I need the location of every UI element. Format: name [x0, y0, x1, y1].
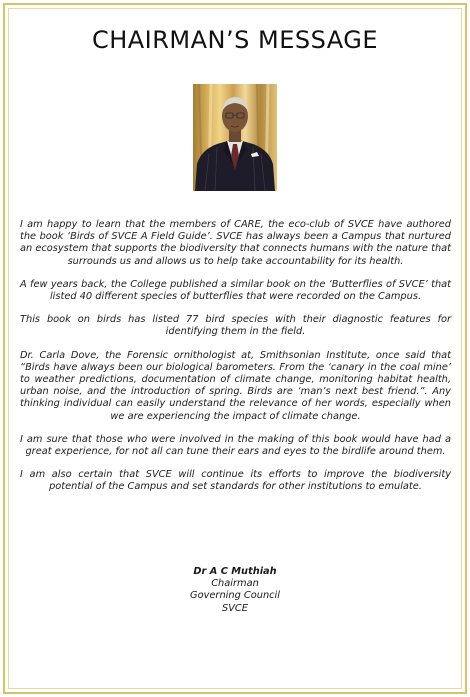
paragraph-6: I am also certain that SVCE will continue its efforts to improve the biodiversity potential of the Campus and set standards for other institutions to emulate.	[20, 469, 451, 493]
paragraph-4: Dr. Carla Dove, the Forensic ornithologist at, Smithsonian Institute, once said that “Birds have always been our biological barometers. From the ‘canary in the coal mine’ to weather predictions, documentation of climate change, monitoring habitat health, urban noise, and the introduction of spring. Birds are ‘man’s next best friend.”. Any thinking individual can easily understand the relevance of her words, especially when we are experiencing the impact of climate change.	[20, 349, 451, 422]
signatory-title: Chairman	[211, 578, 259, 590]
paragraph-2: A few years back, the College published a similar book on the ‘Butterflies of SVCE’ that listed 40 different species of butterflies that were recorded on the Campus.	[20, 278, 451, 303]
paragraph-3: This book on birds has listed 77 bird species with their diagnostic features for identifying them in the field.	[20, 314, 451, 338]
signatory-org: SVCE	[222, 602, 248, 614]
signature-block	[0, 566, 470, 615]
signatory-body: Governing Council	[190, 590, 280, 602]
chairman-portrait	[193, 84, 277, 191]
message-body	[20, 219, 451, 505]
paragraph-1: I am happy to learn that the members of CARE, the eco-club of SVCE have authored the book ‘Birds of SVCE A Field Guide’. SVCE has always been a Campus that nurtured an ecosystem that supports the biodiversity that connects humans with the nature that surrounds us and allows us to help take accountability for its health.	[20, 219, 451, 267]
paragraph-5: I am sure that those who were involved in the making of this book would have had a great experience, for not all can tune their ears and eyes to the birdlife around them.	[20, 433, 451, 458]
page-title: CHAIRMAN’S MESSAGE	[91, 26, 379, 54]
chairman-portrait-icon	[193, 84, 277, 191]
signatory-name: Dr A C Muthiah	[193, 566, 277, 577]
